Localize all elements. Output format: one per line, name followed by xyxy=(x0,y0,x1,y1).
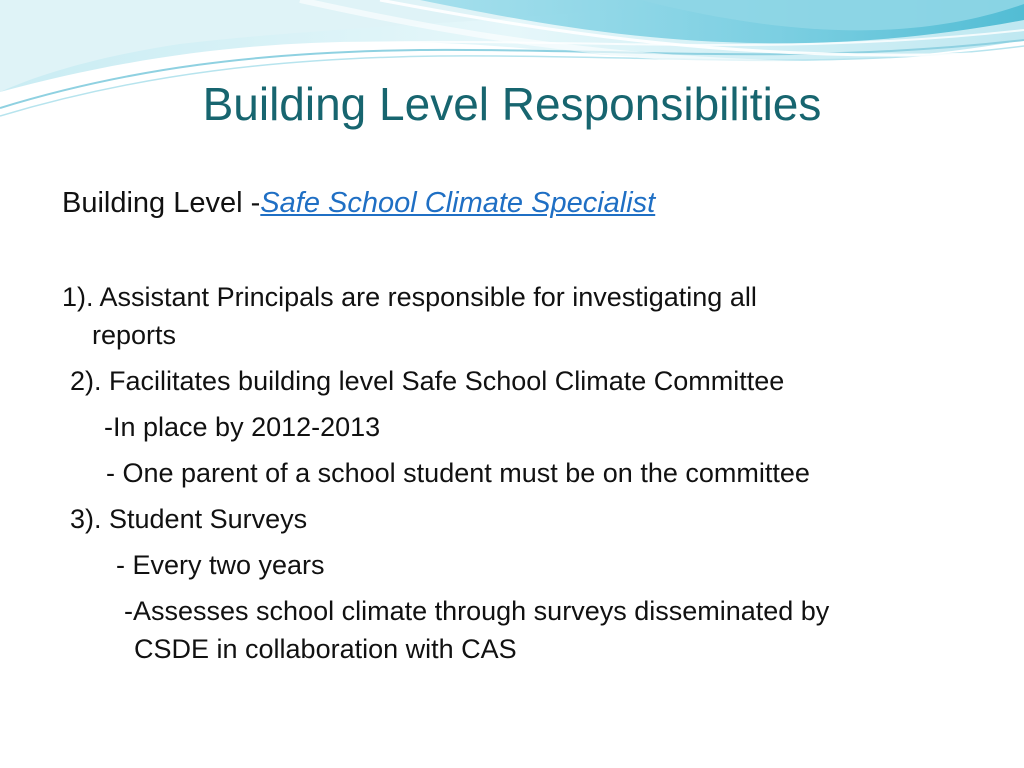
list-item: 2). Facilitates building level Safe School Climate Committee xyxy=(70,366,785,396)
slide-title: Building Level Responsibilities xyxy=(202,78,822,130)
list-item: -Assesses school climate through surveys disseminated by xyxy=(124,596,830,626)
list-item: -In place by 2012-2013 xyxy=(104,412,381,442)
slide-subtitle xyxy=(62,183,655,223)
list-item: reports xyxy=(92,320,177,350)
list-item: - One parent of a school student must be on the committee xyxy=(106,458,810,488)
list-item: CSDE in collaboration with CAS xyxy=(134,634,517,664)
subtitle-prefix: Building Level - xyxy=(62,187,261,219)
list-item: 1). Assistant Principals are responsible for investigating all xyxy=(62,282,757,312)
list-item: - Every two years xyxy=(116,550,325,580)
safe-school-climate-specialist-link[interactable]: Safe School Climate Specialist xyxy=(260,187,656,219)
list-item: 3). Student Surveys xyxy=(70,504,308,534)
